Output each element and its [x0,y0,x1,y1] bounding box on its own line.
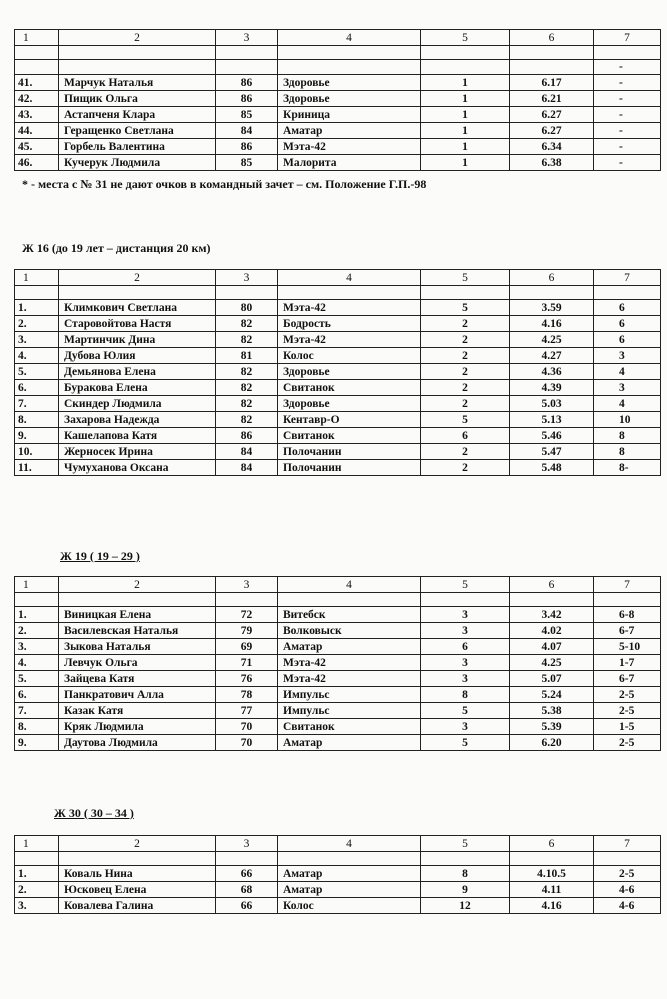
results-table-w16 [14,269,661,476]
table-row [15,703,661,719]
table-row [15,671,661,687]
place-cell: 2. [15,316,59,332]
place-cell: 9. [15,428,59,444]
rank-cell: 2 [421,316,510,332]
points-cell: 2-5 [594,735,661,751]
birth-year-cell: 80 [216,300,278,316]
name-cell: Захарова Надежда [59,412,216,428]
points-cell: 6 [594,316,661,332]
birth-year-cell: 84 [216,444,278,460]
place-cell: 1. [15,300,59,316]
place-cell: 10. [15,444,59,460]
points-cell: 6-7 [594,623,661,639]
blank-row [15,46,661,60]
time-cell: 5.07 [510,671,594,687]
time-cell: 6.20 [510,735,594,751]
time-cell: 3.42 [510,607,594,623]
time-cell: 4.36 [510,364,594,380]
table-row [15,123,661,139]
col-header: 1 [15,577,59,593]
points-cell: 5-10 [594,639,661,655]
club-cell: Свитанок [278,719,421,735]
time-cell: 4.39 [510,380,594,396]
name-cell: Жерносек Ирина [59,444,216,460]
birth-year-cell: 82 [216,412,278,428]
table-row [15,300,661,316]
col-header: 5 [421,270,510,286]
birth-year-cell: 77 [216,703,278,719]
time-cell: 5.48 [510,460,594,476]
col-header: 5 [421,836,510,852]
name-cell: Пищик Ольга [59,91,216,107]
col-header: 7 [594,30,661,46]
club-cell: Здоровье [278,364,421,380]
birth-year-cell: 82 [216,380,278,396]
points-cell: 2-5 [594,866,661,882]
time-cell: 6.38 [510,155,594,171]
name-cell: Климкович Светлана [59,300,216,316]
blank-row [15,593,661,607]
place-cell: 45. [15,139,59,155]
rank-cell: 6 [421,639,510,655]
points-cell: 6-7 [594,671,661,687]
name-cell: Коваль Нина [59,866,216,882]
col-header: 3 [216,270,278,286]
place-cell: 43. [15,107,59,123]
points-cell: 10 [594,412,661,428]
col-header: 6 [510,270,594,286]
birth-year-cell: 86 [216,75,278,91]
birth-year-cell: 82 [216,396,278,412]
birth-year-cell: 76 [216,671,278,687]
table-row [15,316,661,332]
rank-cell: 2 [421,460,510,476]
results-table-w30 [14,835,661,914]
rank-cell: 2 [421,348,510,364]
section-title: Ж 30 ( 30 – 34 ) [54,806,134,820]
time-cell: 6.27 [510,123,594,139]
birth-year-cell: 84 [216,123,278,139]
birth-year-cell: 84 [216,460,278,476]
birth-year-cell: 85 [216,155,278,171]
rank-cell: 6 [421,428,510,444]
club-cell: Мэта-42 [278,332,421,348]
place-cell: 5. [15,671,59,687]
time-cell: 4.25 [510,655,594,671]
time-cell: 5.13 [510,412,594,428]
name-cell: Чумуханова Оксана [59,460,216,476]
place-cell: 3. [15,332,59,348]
col-header: 2 [59,577,216,593]
col-header: 2 [59,30,216,46]
name-cell: Буракова Елена [59,380,216,396]
table-header-row [15,836,661,852]
col-header: 4 [278,270,421,286]
rank-cell: 5 [421,735,510,751]
points-cell: - [594,60,661,75]
col-header: 4 [278,30,421,46]
col-header: 7 [594,577,661,593]
time-cell: 4.07 [510,639,594,655]
blank-row [15,852,661,866]
birth-year-cell: 66 [216,866,278,882]
points-cell: - [594,155,661,171]
place-cell: 41. [15,75,59,91]
club-cell: Криница [278,107,421,123]
name-cell: Даутова Людмила [59,735,216,751]
rank-cell: 1 [421,123,510,139]
time-cell: 5.38 [510,703,594,719]
name-cell: Левчук Ольга [59,655,216,671]
birth-year-cell: 69 [216,639,278,655]
rank-cell: 9 [421,882,510,898]
col-header: 6 [510,30,594,46]
points-cell: 8 [594,428,661,444]
birth-year-cell: 78 [216,687,278,703]
table-row [15,107,661,123]
rank-cell: 8 [421,687,510,703]
points-cell: 1-5 [594,719,661,735]
name-cell: Геращенко Светлана [59,123,216,139]
table-row [15,155,661,171]
blank-row [15,60,661,75]
club-cell: Здоровье [278,91,421,107]
time-cell: 4.27 [510,348,594,364]
time-cell: 5.24 [510,687,594,703]
name-cell: Марчук Наталья [59,75,216,91]
place-cell: 42. [15,91,59,107]
rank-cell: 8 [421,866,510,882]
birth-year-cell: 82 [216,364,278,380]
club-cell: Аматар [278,882,421,898]
table-row [15,719,661,735]
points-cell: 2-5 [594,703,661,719]
points-cell: 4 [594,364,661,380]
col-header: 2 [59,270,216,286]
place-cell: 4. [15,655,59,671]
place-cell: 7. [15,703,59,719]
rank-cell: 3 [421,719,510,735]
club-cell: Витебск [278,607,421,623]
club-cell: Мэта-42 [278,139,421,155]
name-cell: Кашелапова Катя [59,428,216,444]
rank-cell: 3 [421,607,510,623]
birth-year-cell: 71 [216,655,278,671]
club-cell: Волковыск [278,623,421,639]
place-cell: 8. [15,412,59,428]
col-header: 2 [59,836,216,852]
table-row [15,687,661,703]
place-cell: 44. [15,123,59,139]
rank-cell: 2 [421,380,510,396]
club-cell: Кентавр-О [278,412,421,428]
points-cell: 3 [594,380,661,396]
club-cell: Здоровье [278,396,421,412]
club-cell: Аматар [278,866,421,882]
points-cell: 4 [594,396,661,412]
place-cell: 3. [15,898,59,914]
club-cell: Мэта-42 [278,671,421,687]
points-cell: 8- [594,460,661,476]
birth-year-cell: 66 [216,898,278,914]
club-cell: Аматар [278,123,421,139]
points-cell: 1-7 [594,655,661,671]
birth-year-cell: 70 [216,735,278,751]
name-cell: Дубова Юлия [59,348,216,364]
place-cell: 2. [15,882,59,898]
table-row [15,332,661,348]
col-header: 7 [594,270,661,286]
col-header: 1 [15,30,59,46]
points-cell: - [594,107,661,123]
time-cell: 6.34 [510,139,594,155]
rank-cell: 5 [421,703,510,719]
table-row [15,91,661,107]
time-cell: 3.59 [510,300,594,316]
points-cell: - [594,91,661,107]
table-row [15,898,661,914]
rank-cell: 12 [421,898,510,914]
points-cell: 2-5 [594,687,661,703]
table-row [15,396,661,412]
club-cell: Полочанин [278,460,421,476]
name-cell: Юсковец Елена [59,882,216,898]
club-cell: Мэта-42 [278,300,421,316]
club-cell: Импульс [278,687,421,703]
club-cell: Мэта-42 [278,655,421,671]
name-cell: Панкратович Алла [59,687,216,703]
table-row [15,735,661,751]
birth-year-cell: 82 [216,316,278,332]
birth-year-cell: 79 [216,623,278,639]
points-cell: 4-6 [594,898,661,914]
birth-year-cell: 72 [216,607,278,623]
points-cell: - [594,123,661,139]
place-cell: 11. [15,460,59,476]
points-cell: - [594,75,661,91]
col-header: 1 [15,270,59,286]
birth-year-cell: 81 [216,348,278,364]
name-cell: Скиндер Людмила [59,396,216,412]
table-row [15,348,661,364]
name-cell: Горбель Валентина [59,139,216,155]
time-cell: 4.02 [510,623,594,639]
time-cell: 4.16 [510,316,594,332]
table-row [15,380,661,396]
table-row [15,607,661,623]
club-cell: Свитанок [278,428,421,444]
col-header: 5 [421,30,510,46]
col-header: 6 [510,577,594,593]
rank-cell: 3 [421,671,510,687]
time-cell: 4.16 [510,898,594,914]
name-cell: Кряк Людмила [59,719,216,735]
col-header: 1 [15,836,59,852]
name-cell: Кучерук Людмила [59,155,216,171]
table-row [15,444,661,460]
col-header: 4 [278,836,421,852]
rank-cell: 3 [421,655,510,671]
birth-year-cell: 86 [216,91,278,107]
table-row [15,412,661,428]
rank-cell: 5 [421,300,510,316]
place-cell: 46. [15,155,59,171]
points-cell: 6 [594,332,661,348]
place-cell: 1. [15,607,59,623]
rank-cell: 3 [421,623,510,639]
col-header: 3 [216,577,278,593]
birth-year-cell: 86 [216,428,278,444]
place-cell: 1. [15,866,59,882]
section-title: Ж 16 (до 19 лет – дистанция 20 км) [22,241,211,255]
name-cell: Василевская Наталья [59,623,216,639]
rank-cell: 1 [421,75,510,91]
place-cell: 5. [15,364,59,380]
place-cell: 8. [15,719,59,735]
time-cell: 5.39 [510,719,594,735]
club-cell: Аматар [278,735,421,751]
name-cell: Зыкова Наталья [59,639,216,655]
col-header: 7 [594,836,661,852]
place-cell: 3. [15,639,59,655]
time-cell: 4.10.5 [510,866,594,882]
points-cell: 4-6 [594,882,661,898]
place-cell: 6. [15,687,59,703]
table-row [15,364,661,380]
table-row [15,139,661,155]
points-cell: 6 [594,300,661,316]
birth-year-cell: 86 [216,139,278,155]
blank-row [15,286,661,300]
col-header: 4 [278,577,421,593]
time-cell: 5.46 [510,428,594,444]
birth-year-cell: 68 [216,882,278,898]
points-cell: 6-8 [594,607,661,623]
name-cell: Виницкая Елена [59,607,216,623]
birth-year-cell: 70 [216,719,278,735]
club-cell: Колос [278,898,421,914]
table-header-row [15,577,661,593]
club-cell: Импульс [278,703,421,719]
table-row [15,639,661,655]
time-cell: 6.27 [510,107,594,123]
rank-cell: 2 [421,364,510,380]
col-header: 3 [216,30,278,46]
name-cell: Астапченя Клара [59,107,216,123]
place-cell: 4. [15,348,59,364]
rank-cell: 2 [421,332,510,348]
col-header: 5 [421,577,510,593]
birth-year-cell: 85 [216,107,278,123]
table-row [15,428,661,444]
table-header-row [15,270,661,286]
time-cell: 6.21 [510,91,594,107]
table-row [15,866,661,882]
club-cell: Бодрость [278,316,421,332]
table-row [15,882,661,898]
place-cell: 9. [15,735,59,751]
results-table-continued [14,29,661,171]
points-cell: 8 [594,444,661,460]
rank-cell: 2 [421,396,510,412]
birth-year-cell: 82 [216,332,278,348]
table-row [15,75,661,91]
club-cell: Малорита [278,155,421,171]
name-cell: Демьянова Елена [59,364,216,380]
club-cell: Здоровье [278,75,421,91]
col-header: 6 [510,836,594,852]
rank-cell: 1 [421,91,510,107]
place-cell: 7. [15,396,59,412]
name-cell: Казак Катя [59,703,216,719]
club-cell: Аматар [278,639,421,655]
col-header: 3 [216,836,278,852]
rank-cell: 1 [421,107,510,123]
points-cell: 3 [594,348,661,364]
table-row [15,655,661,671]
place-cell: 2. [15,623,59,639]
time-cell: 5.47 [510,444,594,460]
time-cell: 4.11 [510,882,594,898]
place-cell: 6. [15,380,59,396]
club-cell: Свитанок [278,380,421,396]
name-cell: Старовойтова Настя [59,316,216,332]
table-row [15,460,661,476]
club-cell: Колос [278,348,421,364]
time-cell: 5.03 [510,396,594,412]
points-cell: - [594,139,661,155]
name-cell: Зайцева Катя [59,671,216,687]
points-cell [594,46,661,60]
rank-cell: 1 [421,155,510,171]
rank-cell: 5 [421,412,510,428]
time-cell: 4.25 [510,332,594,348]
table-row [15,623,661,639]
section-title: Ж 19 ( 19 – 29 ) [60,549,140,563]
name-cell: Мартинчик Дина [59,332,216,348]
club-cell: Полочанин [278,444,421,460]
table-header-row [15,30,661,46]
results-table-w19 [14,576,661,751]
name-cell: Ковалева Галина [59,898,216,914]
rank-cell: 1 [421,139,510,155]
rank-cell: 2 [421,444,510,460]
footnote: * - места с № 31 не дают очков в командный зачет – см. Положение Г.П.-98 [22,177,427,191]
time-cell: 6.17 [510,75,594,91]
